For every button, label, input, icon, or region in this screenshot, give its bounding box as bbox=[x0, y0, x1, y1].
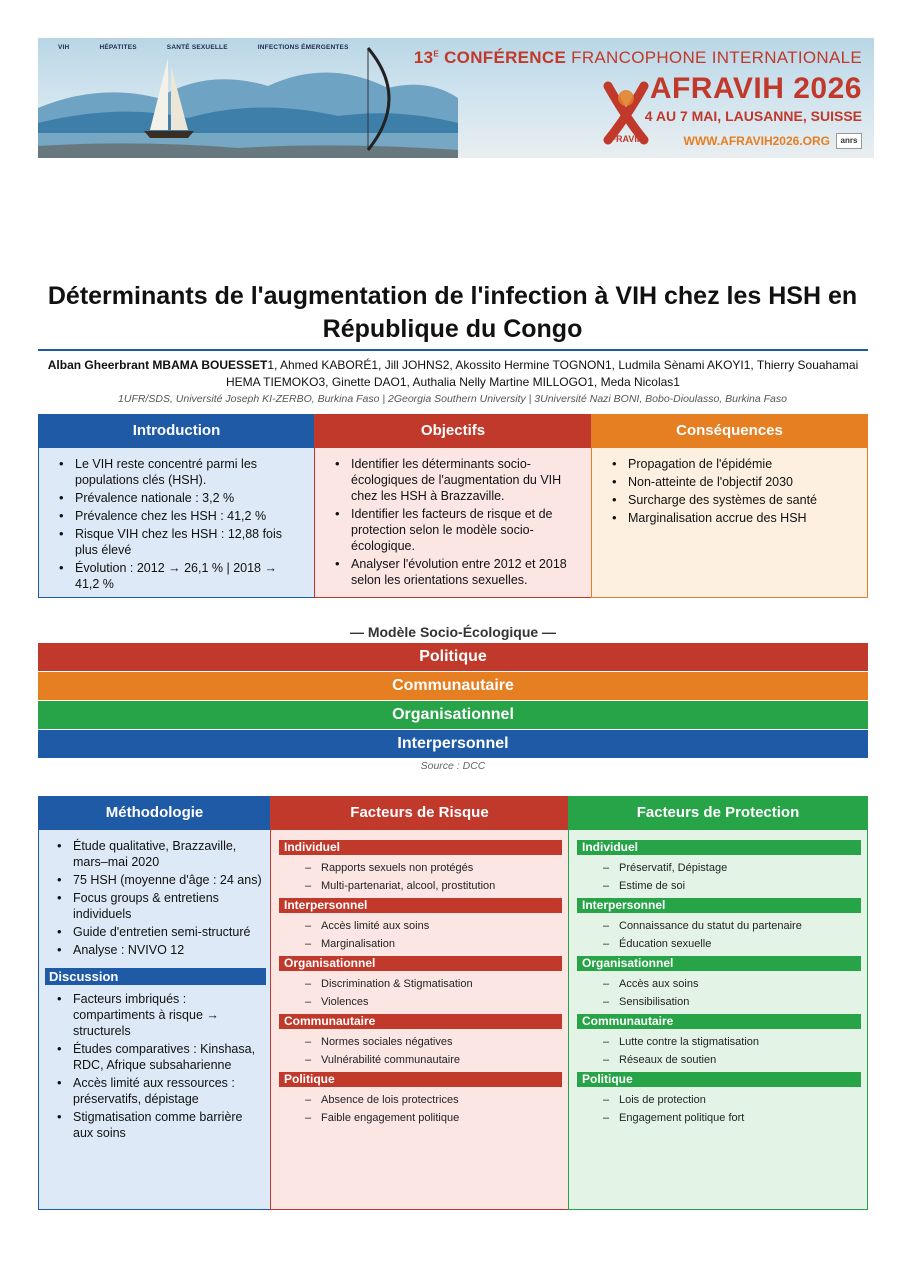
risque-body bbox=[271, 829, 568, 1209]
factor-item: – Vulnérabilité communautaire bbox=[305, 1052, 568, 1070]
consequences-body bbox=[592, 447, 867, 597]
model-level-communautaire: Communautaire bbox=[38, 672, 868, 700]
objectifs-list bbox=[331, 456, 581, 588]
factor-item: – Sensibilisation bbox=[603, 994, 867, 1012]
factor-section-heading: Politique bbox=[279, 1072, 562, 1087]
conference-number: 13 bbox=[413, 48, 434, 67]
topic-vih: VIH bbox=[58, 44, 70, 51]
factor-item: – Marginalisation bbox=[305, 936, 568, 954]
list-item: • Analyser l'évolution entre 2012 et 2018 selon les orientations sexuelles. bbox=[331, 556, 581, 588]
co-authors: 1, Ahmed KABORÉ1, Jill JOHNS2, Akossito Hermine TOGNON1, Ludmila Sènami AKOYI1, Thierry Souahamai HEMA TIEMOKO3, Ginette DAO1, Authalia Nelly Martine MILLOGO1, Meda Nicolas1 bbox=[226, 358, 859, 389]
factor-section bbox=[271, 956, 568, 1014]
factor-list bbox=[569, 855, 867, 898]
factor-list bbox=[569, 1029, 867, 1072]
lead-author: Alban Gheerbrant MBAMA BOUESSET bbox=[47, 358, 268, 372]
conference-rest: FRANCOPHONE INTERNATIONALE bbox=[571, 48, 862, 67]
factor-item: – Accès aux soins bbox=[603, 976, 867, 994]
discussion-heading: Discussion bbox=[45, 968, 266, 985]
model-level-organisationnel: Organisationnel bbox=[38, 701, 868, 729]
list-item: • Propagation de l'épidémie bbox=[608, 456, 857, 472]
list-item: • Risque VIH chez les HSH : 12,88 fois plus élevé bbox=[55, 526, 304, 558]
factor-item: – Connaissance du statut du partenaire bbox=[603, 918, 867, 936]
factor-section bbox=[569, 840, 867, 898]
anrs-logo: anrs bbox=[836, 133, 862, 149]
list-item: • Surcharge des systèmes de santé bbox=[608, 492, 857, 508]
factor-list bbox=[271, 971, 568, 1014]
objectifs-body bbox=[315, 447, 591, 597]
introduction-body bbox=[39, 447, 314, 597]
list-item: • Études comparatives : Kinshasa, RDC, Afrique subsaharienne bbox=[53, 1041, 264, 1073]
factor-section bbox=[271, 898, 568, 956]
factor-section-heading: Communautaire bbox=[279, 1014, 562, 1029]
factor-item: – Violences bbox=[305, 994, 568, 1012]
factor-list bbox=[271, 1087, 568, 1130]
factor-item: – Normes sociales négatives bbox=[305, 1034, 568, 1052]
factor-section-heading: Organisationnel bbox=[279, 956, 562, 971]
factor-section-heading: Communautaire bbox=[577, 1014, 861, 1029]
discussion-list bbox=[53, 991, 264, 1141]
methodologie-list bbox=[53, 838, 264, 958]
list-item: • Évolution : 2012 → 26,1 % | 2018 → 41,2 % bbox=[55, 560, 304, 592]
factor-item: – Lois de protection bbox=[603, 1092, 867, 1110]
list-item: • Le VIH reste concentré parmi les populations clés (HSH). bbox=[55, 456, 304, 488]
factor-item: – Faible engagement politique bbox=[305, 1110, 568, 1128]
topics-line bbox=[58, 44, 377, 51]
factor-item: – Éducation sexuelle bbox=[603, 936, 867, 954]
list-item: • Facteurs imbriqués : compartiments à risque → structurels bbox=[53, 991, 264, 1039]
consequences-heading: Conséquences bbox=[592, 415, 867, 447]
risque-panel bbox=[270, 796, 569, 1210]
factor-list bbox=[271, 1029, 568, 1072]
list-item: • Prévalence nationale : 3,2 % bbox=[55, 490, 304, 506]
factor-section-heading: Politique bbox=[577, 1072, 861, 1087]
list-item: • Analyse : NVIVO 12 bbox=[53, 942, 264, 958]
protection-heading: Facteurs de Protection bbox=[569, 797, 867, 829]
authors bbox=[40, 357, 866, 391]
objectifs-panel bbox=[314, 414, 592, 598]
factor-item: – Estime de soi bbox=[603, 878, 867, 896]
factor-section bbox=[569, 898, 867, 956]
factor-list bbox=[271, 855, 568, 898]
risque-heading: Facteurs de Risque bbox=[271, 797, 568, 829]
event-dates: 4 AU 7 MAI, LAUSANNE, SUISSE bbox=[644, 108, 862, 124]
list-item: • Focus groups & entretiens individuels bbox=[53, 890, 264, 922]
methodologie-panel bbox=[38, 796, 271, 1210]
factor-item: – Absence de lois protectrices bbox=[305, 1092, 568, 1110]
event-url[interactable]: WWW.AFRAVIH2026.ORG bbox=[683, 134, 830, 148]
factor-item: – Préservatif, Dépistage bbox=[603, 860, 867, 878]
topic-infections-emergentes: INFECTIONS ÉMERGENTES bbox=[257, 44, 349, 51]
list-item: • 75 HSH (moyenne d'âge : 24 ans) bbox=[53, 872, 264, 888]
objectifs-heading: Objectifs bbox=[315, 415, 591, 447]
factor-section-heading: Organisationnel bbox=[577, 956, 861, 971]
factor-item: – Lutte contre la stigmatisation bbox=[603, 1034, 867, 1052]
factor-item: – Réseaux de soutien bbox=[603, 1052, 867, 1070]
model-level-politique: Politique bbox=[38, 643, 868, 671]
factor-section bbox=[271, 840, 568, 898]
methodologie-heading: Méthodologie bbox=[39, 797, 270, 829]
list-item: • Accès limité aux ressources : préservatifs, dépistage bbox=[53, 1075, 264, 1107]
consequences-list bbox=[608, 456, 857, 526]
factor-section bbox=[569, 1072, 867, 1130]
factor-list bbox=[271, 913, 568, 956]
conference-line bbox=[414, 48, 862, 68]
title-divider bbox=[38, 349, 868, 351]
event-name: AFRAVIH 2026 bbox=[649, 72, 862, 105]
factor-section bbox=[569, 956, 867, 1014]
factor-section-heading: Individuel bbox=[577, 840, 861, 855]
introduction-heading: Introduction bbox=[39, 415, 314, 447]
conference-banner bbox=[38, 38, 874, 158]
factor-section bbox=[569, 1014, 867, 1072]
list-item: • Stigmatisation comme barrière aux soins bbox=[53, 1109, 264, 1141]
factor-list bbox=[569, 1087, 867, 1130]
list-item: • Prévalence chez les HSH : 41,2 % bbox=[55, 508, 304, 524]
introduction-panel bbox=[38, 414, 315, 598]
consequences-panel bbox=[591, 414, 868, 598]
afravih-logo-text: AFRAVIH bbox=[604, 134, 644, 144]
factor-list bbox=[569, 971, 867, 1014]
factor-section-heading: Interpersonnel bbox=[577, 898, 861, 913]
factor-section bbox=[271, 1072, 568, 1130]
factor-item: – Engagement politique fort bbox=[603, 1110, 867, 1128]
protection-body bbox=[569, 829, 867, 1209]
model-level-interpersonnel: Interpersonnel bbox=[38, 730, 868, 758]
factor-item: – Multi-partenariat, alcool, prostitution bbox=[305, 878, 568, 896]
list-item: • Étude qualitative, Brazzaville, mars–mai 2020 bbox=[53, 838, 264, 870]
factor-section-heading: Interpersonnel bbox=[279, 898, 562, 913]
list-item: • Marginalisation accrue des HSH bbox=[608, 510, 857, 526]
factor-section-heading: Individuel bbox=[279, 840, 562, 855]
list-item: • Guide d'entretien semi-structuré bbox=[53, 924, 264, 940]
factor-section bbox=[271, 1014, 568, 1072]
list-item: • Identifier les déterminants socio-écologiques de l'augmentation du VIH chez les HSH à Brazzaville. bbox=[331, 456, 581, 504]
conference-sup: E bbox=[433, 49, 440, 59]
introduction-list bbox=[55, 456, 304, 592]
affiliations: 1UFR/SDS, Université Joseph KI-ZERBO, Burkina Faso | 2Georgia Southern University | 3Université Nazi BONI, Bobo-Dioulasso, Burkina Faso bbox=[118, 393, 787, 405]
list-item: • Identifier les facteurs de risque et de protection selon le modèle socio-écologique. bbox=[331, 506, 581, 554]
topic-hepatites: HÉPATITES bbox=[99, 44, 137, 51]
conference-word: CONFÉRENCE bbox=[444, 48, 567, 67]
factor-list bbox=[569, 913, 867, 956]
model-title: — Modèle Socio-Écologique — bbox=[349, 624, 557, 640]
model-source: Source : DCC bbox=[420, 760, 486, 772]
factor-item: – Discrimination & Stigmatisation bbox=[305, 976, 568, 994]
protection-panel bbox=[568, 796, 868, 1210]
topic-sante-sexuelle: SANTÉ SEXUELLE bbox=[166, 44, 228, 51]
factor-item: – Accès limité aux soins bbox=[305, 918, 568, 936]
factor-item: – Rapports sexuels non protégés bbox=[305, 860, 568, 878]
poster-title: Déterminants de l'augmentation de l'infection à VIH chez les HSH en République du Congo bbox=[47, 282, 858, 343]
methodologie-body bbox=[39, 829, 270, 1209]
list-item: • Non-atteinte de l'objectif 2030 bbox=[608, 474, 857, 490]
